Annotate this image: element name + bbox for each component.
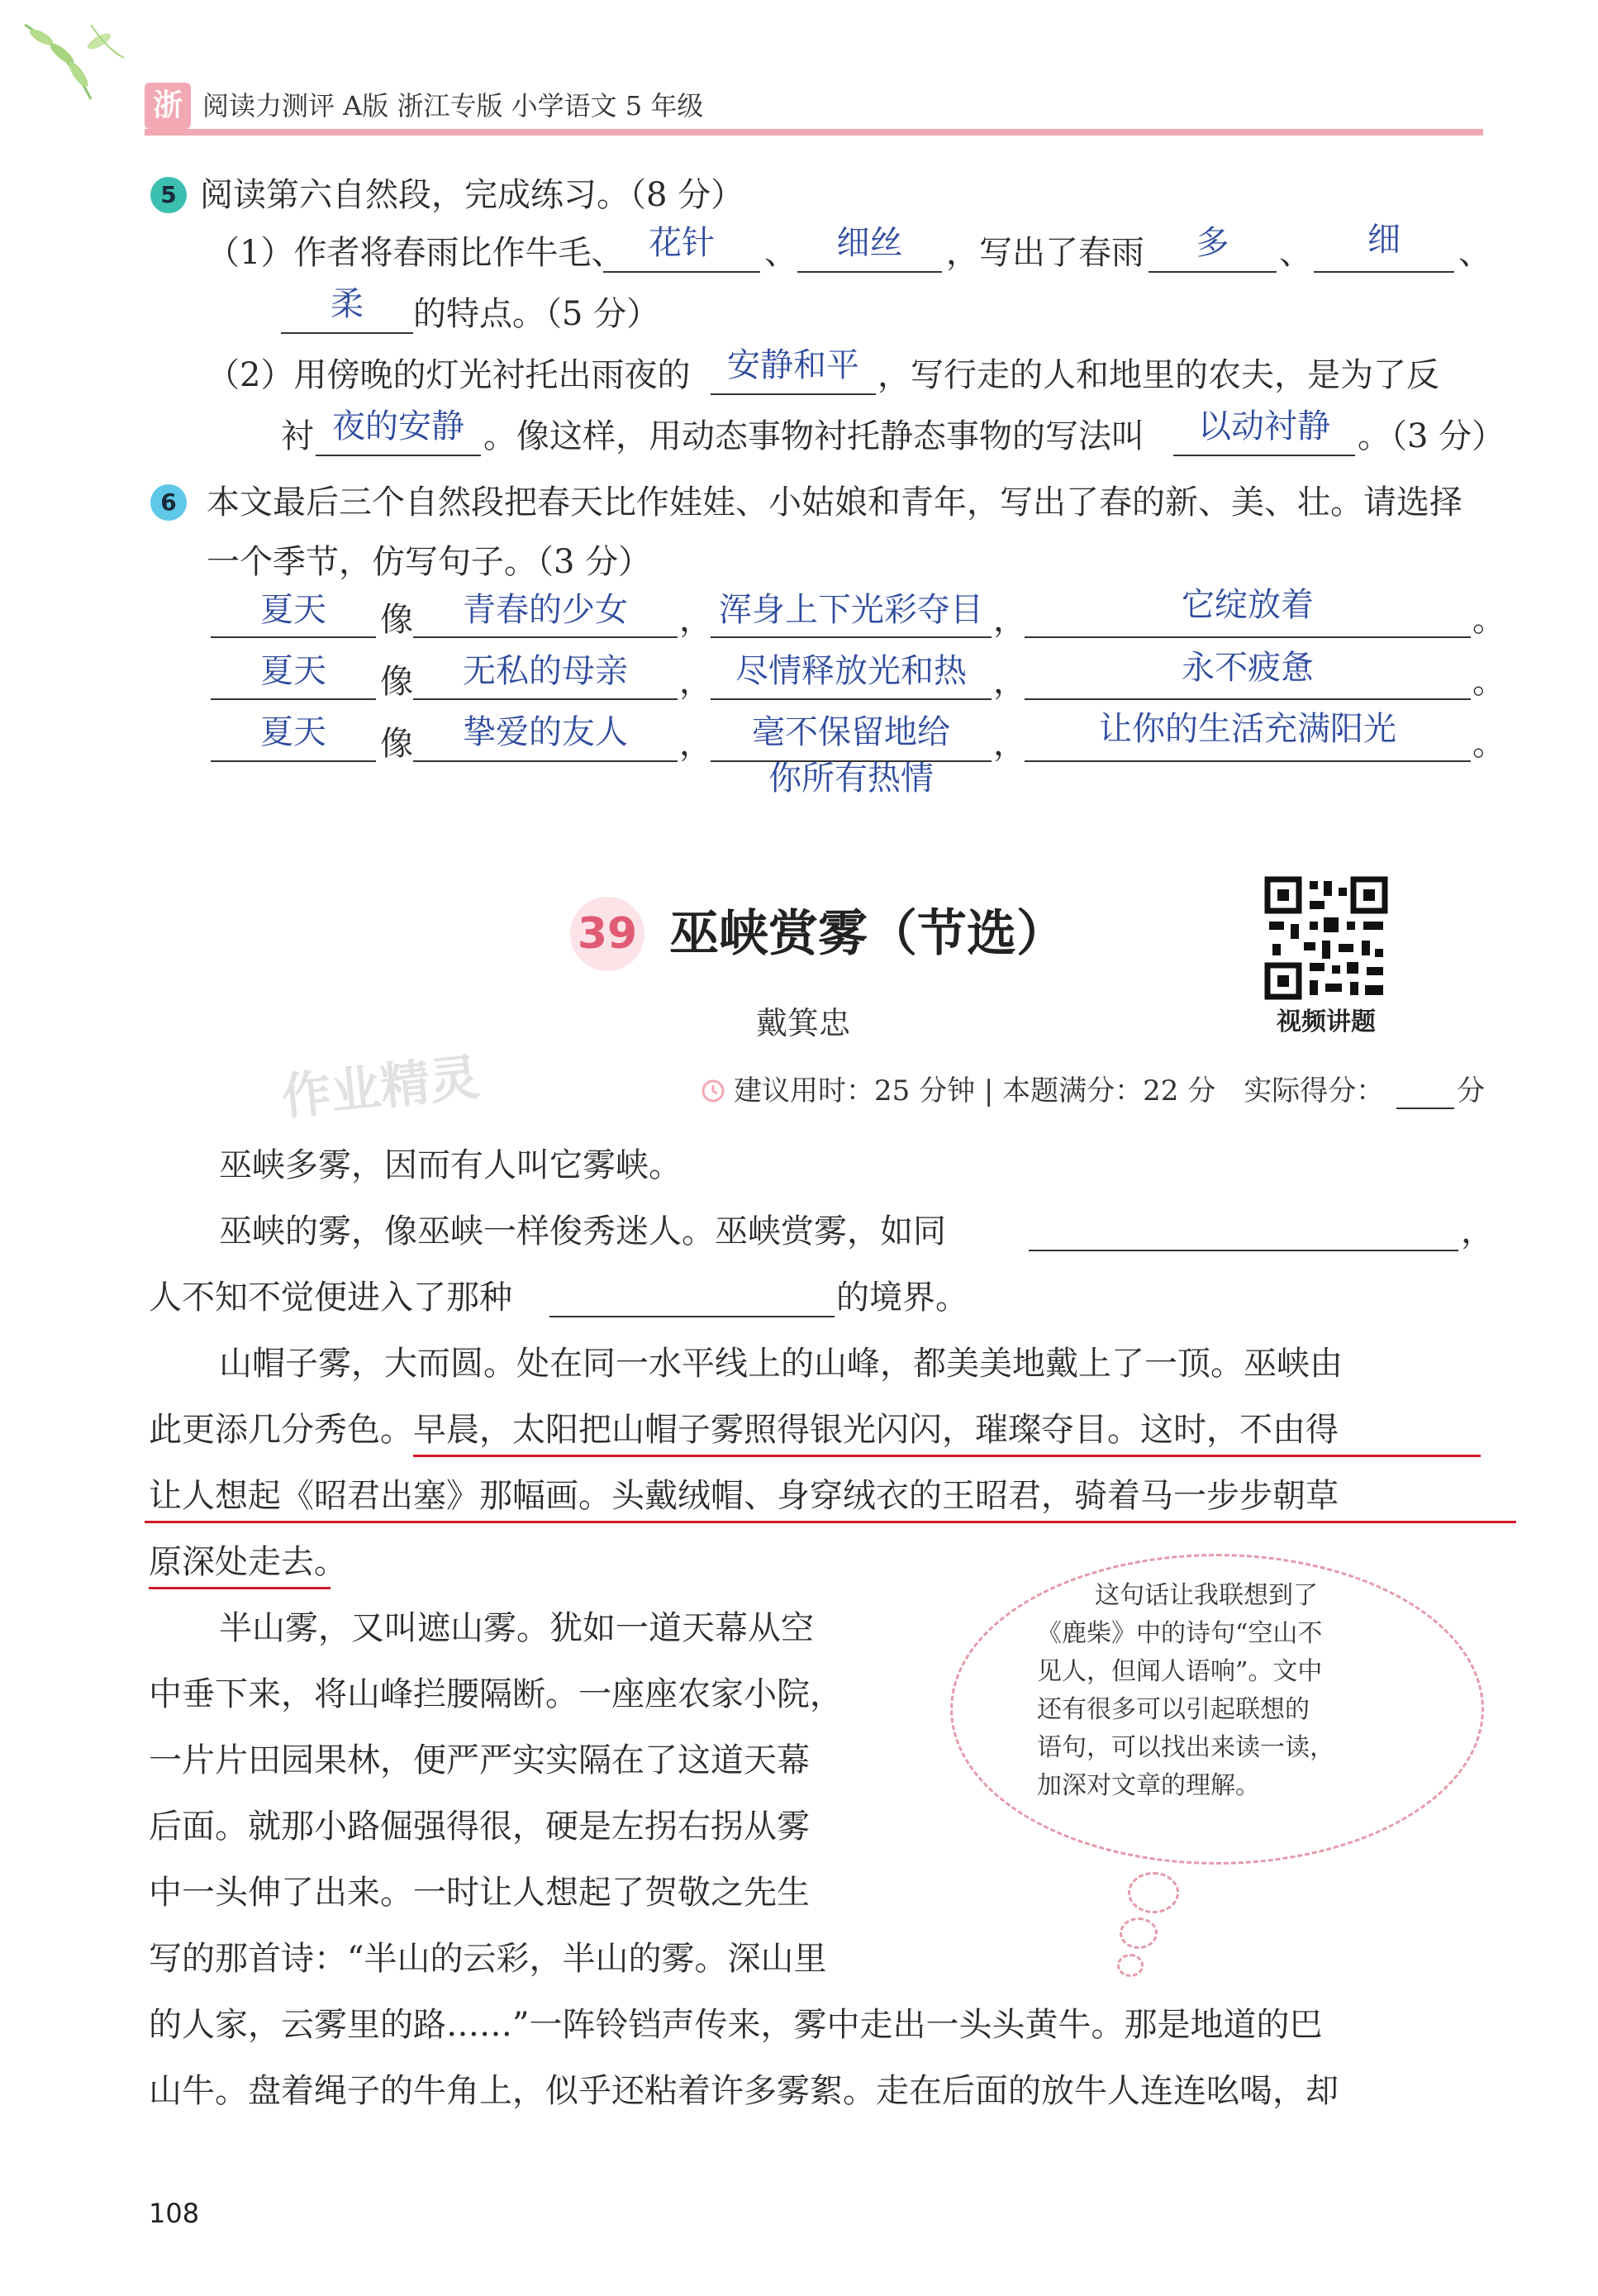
q5-answer-2: 细丝 [836,224,903,262]
article-para-4-line-5: 中一头伸了出来。一时让人想起了贺敬之先生 [149,1874,810,1912]
q6-row1-period: 。 [1472,601,1505,639]
header-bar [145,129,1483,136]
article-blank-1[interactable] [1029,1250,1458,1251]
q5-blank-6[interactable] [711,393,876,395]
article-para-3-d: 原深处走去。 [149,1543,347,1581]
q6-row2-object-blank[interactable] [413,698,678,700]
q6-row1-object: 青春的少女 [463,591,628,629]
article-para-2-c: 人不知不觉便进入了那种 [149,1279,512,1317]
q6-row2-comma2: ， [993,663,1026,701]
q5-blank-1[interactable] [603,271,760,273]
red-underline-2 [145,1521,1516,1523]
actual-score-blank[interactable] [1396,1108,1454,1109]
q6-row2-desc-blank[interactable] [711,698,992,700]
q6-row3-period: 。 [1472,725,1505,763]
q5-blank-4[interactable] [1314,271,1454,273]
question-6-stem-line1: 本文最后三个自然段把春天比作娃娃、小姑娘和青年，写出了春的新、美、壮。请选择 [207,483,1462,522]
q6-row2-action-blank[interactable] [1025,698,1471,700]
q6-row1-like: 像 [380,601,413,639]
q5-answer-6: 安静和平 [727,346,859,384]
article-para-2-b: ， [1461,1212,1494,1250]
q6-row3-object: 挚爱的友人 [463,713,628,751]
q6-row3-desc-cont: 你所有热情 [768,760,934,798]
q5-answer-1: 花针 [649,224,715,262]
q6-row2-like: 像 [380,663,413,701]
bubble-dot-3 [1117,1954,1144,1977]
article-title: 巫峡赏雾（节选） [669,905,1066,963]
bubble-line-4: 还有很多可以引起联想的 [1037,1695,1310,1724]
q5-blank-5[interactable] [281,332,413,334]
article-para-4-line-1: 半山雾，又叫遮山雾。犹如一道天幕从空 [219,1609,814,1647]
q6-row3-comma2: ， [993,725,1026,763]
article-para-4-line-8: 山牛。盘着绳子的牛角上，似乎还粘着许多雾絮。走在后面的放牛人连连吆喝，却 [149,2072,1339,2110]
q6-row3-action-blank[interactable] [1025,760,1471,762]
zhe-logo: 浙 [145,83,191,129]
q5-part2-text-d: 。像这样，用动态事物衬托静态事物的写法叫 [483,417,1144,455]
q6-row2-object: 无私的母亲 [463,652,628,690]
watermark: 作业精灵 [278,1048,483,1127]
article-para-4-line-7: 的人家，云雾里的路……”一阵铃铛声传来，雾中走出一头头黄牛。那是地道的巴 [149,2006,1323,2044]
qr-caption: 视频讲题 [1277,1007,1376,1036]
article-para-4-line-6: 写的那首诗：“半山的云彩，半山的雾。深山里 [149,1940,827,1978]
q6-row1-action: 它绽放着 [1182,586,1314,624]
q6-row2-action: 永不疲惫 [1182,649,1314,687]
q5-answer-3: 多 [1196,224,1229,262]
bubble-line-2: 《鹿柴》中的诗句“空山不 [1037,1619,1323,1648]
q5-answer-4: 细 [1367,221,1401,259]
q5-part2-text-b: ，写行走的人和地里的农夫，是为了反 [877,356,1439,394]
q6-row3-comma1: ， [679,725,712,763]
q5-answer-7: 夜的安静 [332,407,464,445]
q5-sep-2: 、 [1279,234,1312,272]
q5-blank-8[interactable] [1173,455,1355,456]
article-para-2-d: 的境界。 [836,1279,968,1317]
q5-answer-5: 柔 [331,285,364,323]
q6-row1-object-blank[interactable] [413,636,678,638]
bubble-text [1037,1577,1334,1805]
q6-row1-action-blank[interactable] [1025,636,1471,638]
q6-row1-season: 夏天 [260,591,326,629]
question-6-stem-line2: 一个季节，仿写句子。（3 分） [207,543,652,581]
q5-part2-text-c: 衬 [281,417,314,455]
red-underline-3 [149,1587,331,1589]
question-5-stem: 阅读第六自然段，完成练习。（8 分） [200,176,744,214]
bubble-line-5: 语句，可以找出来读一读， [1037,1733,1334,1762]
article-para-3-a: 山帽子雾，大而圆。处在同一水平线上的山峰，都美美地戴上了一顶。巫峡由 [219,1345,1343,1383]
article-number: 39 [570,897,644,971]
timer-info: 建议用时：25 分钟 | 本题满分：22 分 实际得分： [734,1074,1385,1108]
article-author: 戴箕忠 [756,1005,851,1041]
q5-blank-7[interactable] [316,455,481,456]
timer-unit: 分 [1457,1074,1485,1108]
q6-row1-comma1: ， [679,601,712,639]
bubble-dot-2 [1120,1917,1158,1949]
leaf-decoration-icon [17,17,140,107]
article-para-4-line-2: 中垂下来，将山峰拦腰隔断。一座座农家小院， [149,1675,843,1713]
article-para-2-a: 巫峡的雾，像巫峡一样俊秀迷人。巫峡赏雾，如同 [219,1212,946,1250]
q6-row3-action: 让你的生活充满阳光 [1099,710,1396,748]
q6-row2-season: 夏天 [260,652,326,690]
bubble-line-1: 这句话让我联想到了 [1095,1581,1318,1610]
q6-row3-object-blank[interactable] [413,760,678,762]
q6-row3-season-blank[interactable] [211,760,376,762]
question-5-number: 5 [150,177,187,213]
bubble-line-6: 加深对文章的理解。 [1037,1771,1260,1800]
article-para-4-line-3: 一片片田园果林，便严严实实隔在了这道天幕 [149,1741,810,1779]
q5-part2-text-e: 。（3 分） [1358,417,1505,455]
clock-icon [701,1079,725,1103]
q6-row2-period: 。 [1472,663,1505,701]
q5-part1-text-c: 的特点。（5 分） [413,295,660,333]
article-para-4-line-4: 后面。就那小路倔强得很，硬是左拐右拐从雾 [149,1808,810,1846]
q6-row2-season-blank[interactable] [211,698,376,700]
q6-row1-comma2: ， [993,601,1026,639]
red-underline-1 [413,1455,1481,1457]
article-para-3-c: 让人想起《昭君出塞》那幅画。头戴绒帽、身穿绒衣的王昭君，骑着马一步步朝草 [149,1477,1339,1515]
q6-row1-season-blank[interactable] [211,636,376,638]
article-para-1: 巫峡多雾，因而有人叫它雾峡。 [219,1146,682,1184]
q6-row2-comma1: ， [679,663,712,701]
q6-row1-desc: 浑身上下光彩夺目 [719,591,983,629]
q5-part2-text-a: （2）用傍晚的灯光衬托出雨夜的 [207,356,691,394]
header-title: 阅读力测评 A版 浙江专版 小学语文 5 年级 [202,90,704,121]
q6-row3-season: 夏天 [260,713,326,751]
q6-row1-desc-blank[interactable] [711,636,992,638]
q5-sep-1: 、 [764,234,797,272]
q5-blank-3[interactable] [1149,271,1277,273]
bubble-line-3: 见人，但闻人语响”。文中 [1037,1657,1323,1686]
q5-part1-text-b: ，写出了春雨 [946,234,1144,272]
page-number: 108 [149,2198,200,2229]
q6-row3-like: 像 [380,725,413,763]
q6-row3-desc: 毫不保留地给 [752,713,950,751]
q5-blank-2[interactable] [797,271,942,273]
article-blank-2[interactable] [549,1316,835,1317]
bubble-dot-1 [1128,1872,1179,1913]
q5-part1-text-a: （1）作者将春雨比作牛毛、 [207,234,625,272]
q5-sep-3: 、 [1458,234,1491,272]
question-6-number: 6 [150,484,187,521]
article-para-3-b: 此更添几分秀色。早晨，太阳把山帽子雾照得银光闪闪，璀璨夺目。这时，不由得 [149,1411,1339,1449]
q6-row2-desc: 尽情释放光和热 [735,652,967,690]
q5-answer-8: 以动衬静 [1198,407,1330,445]
qr-code-icon[interactable] [1264,876,1388,1000]
